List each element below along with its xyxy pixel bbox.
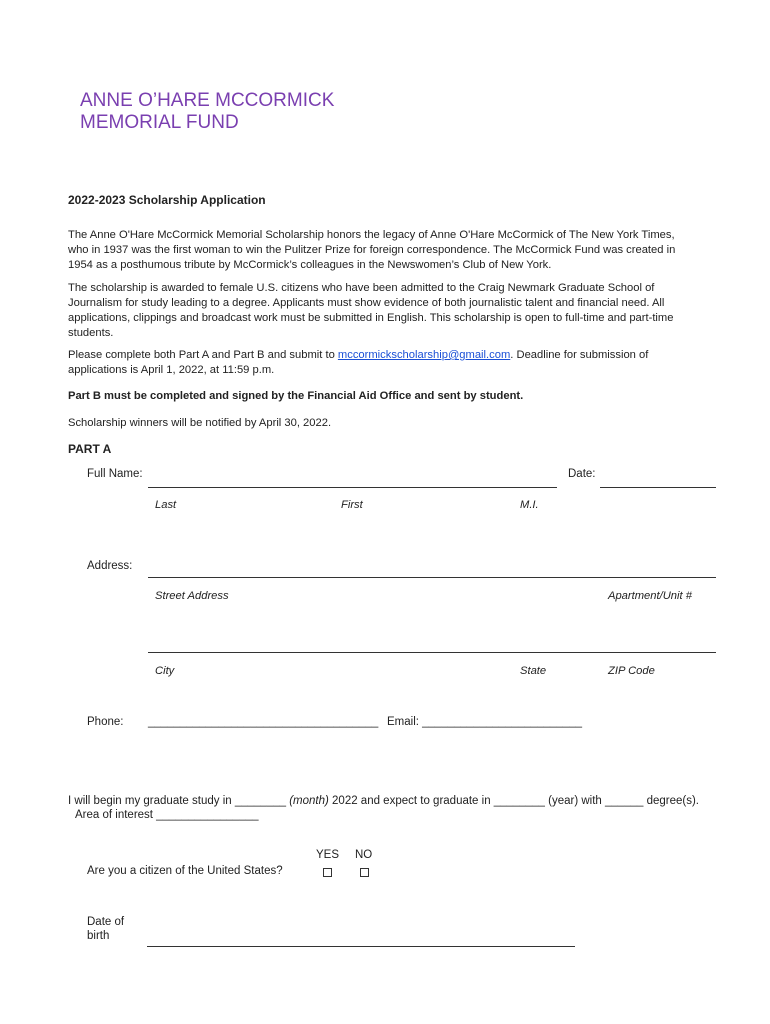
intro-paragraph-1: The Anne O'Hare McCormick Memorial Scholarship honors the legacy of Anne O'Hare McCormick of The New York Times, who in 1937 was the first woman to win the Pulitzer Prize for foreign correspondence. The McCormick Fund was created in 1954 as a posthumous tribute by McCormick’s colleagues in the Newswomen’s Club of New York. — [68, 229, 676, 271]
dob-label-line2: birth — [87, 930, 110, 942]
full-name-field[interactable] — [148, 487, 557, 488]
last-name-caption: Last — [155, 499, 177, 511]
date-label: Date: — [568, 468, 596, 480]
zip-caption: ZIP Code — [608, 665, 655, 677]
dob-label-line1: Date of — [87, 916, 125, 928]
submission-text: Please complete both Part A and Part B and submit to — [68, 349, 338, 361]
application-heading: 2022-2023 Scholarship Application — [68, 193, 266, 207]
intro-paragraph-2: The scholarship is awarded to female U.S. citizens who have been admitted to the Craig Newmark Graduate School of Journalism for study leading to a degree. Applicants must show evidence of both journalistic talent and financial need. All applications, clippings and broadcast work must be submitted in English. This scholarship is open to full-time and part-time students. — [68, 282, 674, 339]
date-of-birth-field[interactable] — [147, 946, 575, 947]
street-address-field[interactable] — [148, 577, 716, 578]
state-caption: State — [520, 665, 547, 677]
area-of-interest-field[interactable]: Area of interest ________________ — [75, 809, 259, 821]
submission-paragraph — [68, 348, 690, 378]
email-field[interactable]: Email: _________________________ — [387, 716, 583, 728]
fund-title-line2: MEMORIAL FUND — [80, 112, 239, 133]
address-label: Address: — [87, 560, 133, 572]
phone-field[interactable]: ____________________________________ — [148, 716, 379, 728]
month-caption: (month) — [289, 795, 329, 807]
deadline-text: . Deadline for submission of applications is April 1, 2022, at 11:59 p.m. — [68, 349, 649, 376]
date-field[interactable] — [600, 487, 716, 488]
fund-title — [80, 90, 334, 134]
street-address-caption: Street Address — [155, 590, 229, 602]
grad-end-text: 2022 and expect to graduate in ________ (year) with ______ degree(s). — [328, 795, 700, 807]
part-b-note: Part B must be completed and signed by the Financial Aid Office and sent by student. — [68, 390, 524, 402]
apartment-caption: Apartment/Unit # — [608, 590, 692, 602]
grad-start-text: I will begin my graduate study in ________ — [68, 795, 290, 807]
middle-initial-caption: M.I. — [520, 499, 539, 511]
citizenship-question: Are you a citizen of the United States? — [87, 865, 283, 877]
scholarship-email-link[interactable]: mccormickscholarship@gmail.com — [337, 349, 511, 361]
citizen-yes-checkbox[interactable] — [323, 868, 332, 877]
city-caption: City — [155, 665, 175, 677]
fund-title-line1: ANNE O’HARE MCCORMICK — [80, 90, 335, 111]
full-name-label: Full Name: — [87, 468, 143, 480]
city-state-zip-field[interactable] — [148, 652, 716, 653]
graduate-study-line[interactable] — [68, 795, 699, 807]
phone-label: Phone: — [87, 716, 124, 728]
no-label: NO — [355, 849, 373, 861]
first-name-caption: First — [341, 499, 363, 511]
notification-text: Scholarship winners will be notified by April 30, 2022. — [68, 417, 332, 429]
part-a-title: PART A — [68, 442, 112, 456]
citizen-no-checkbox[interactable] — [360, 868, 369, 877]
yes-label: YES — [316, 849, 340, 861]
